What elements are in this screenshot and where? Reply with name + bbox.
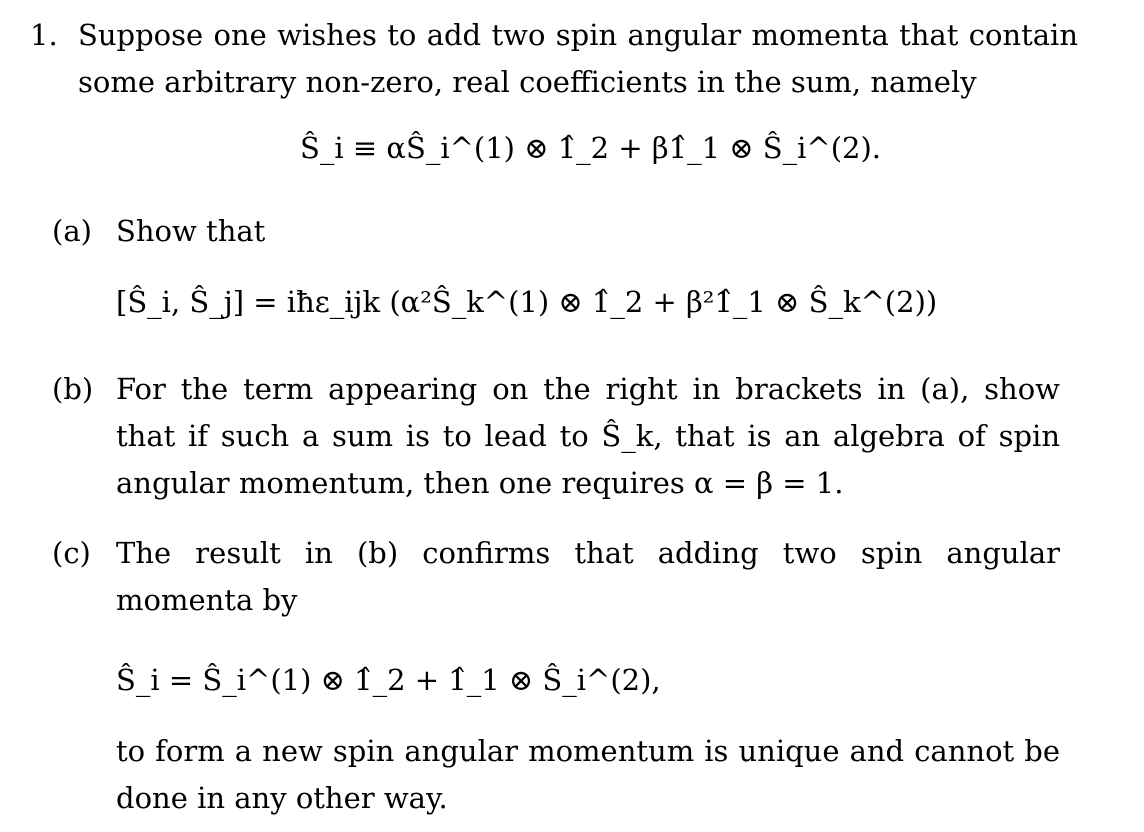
unique-sum-equation: Ŝ_i = Ŝ_i^(1) ⊗ 1̂_2 + 1̂_1 ⊗ Ŝ_i^(2), [116, 663, 661, 697]
part-b-label: (b) [52, 372, 94, 406]
definition-equation: Ŝ_i ≡ αŜ_i^(1) ⊗ 1̂_2 + β1̂_1 ⊗ Ŝ_i^(2). [300, 131, 881, 165]
part-c-text-after: to form a new spin angular momentum is unique and cannot be done in any other way. [116, 734, 1060, 815]
part-c-label: (c) [52, 536, 91, 570]
problem-number: 1. [30, 18, 58, 52]
commutator-equation: [Ŝ_i, Ŝ_j] = iħε_ijk (α²Ŝ_k^(1) ⊗ 1̂_2 + β²1̂_1 ⊗ Ŝ_k^(2)) [116, 285, 938, 319]
part-a-label: (a) [52, 214, 92, 248]
problem-intro: Suppose one wishes to add two spin angular momenta that contain some arbitrary non-zero, real coefficients in the sum, namely [78, 18, 1078, 99]
part-a-text: Show that [116, 214, 266, 248]
part-b-text: For the term appearing on the right in brackets in (a), show that if such a sum is to lead to Ŝ_k, that is an algebra of spin angular momentum, then one requires α = β = 1. [116, 372, 1060, 500]
part-c-text: The result in (b) confirms that adding two spin angular momenta by [116, 536, 1060, 617]
